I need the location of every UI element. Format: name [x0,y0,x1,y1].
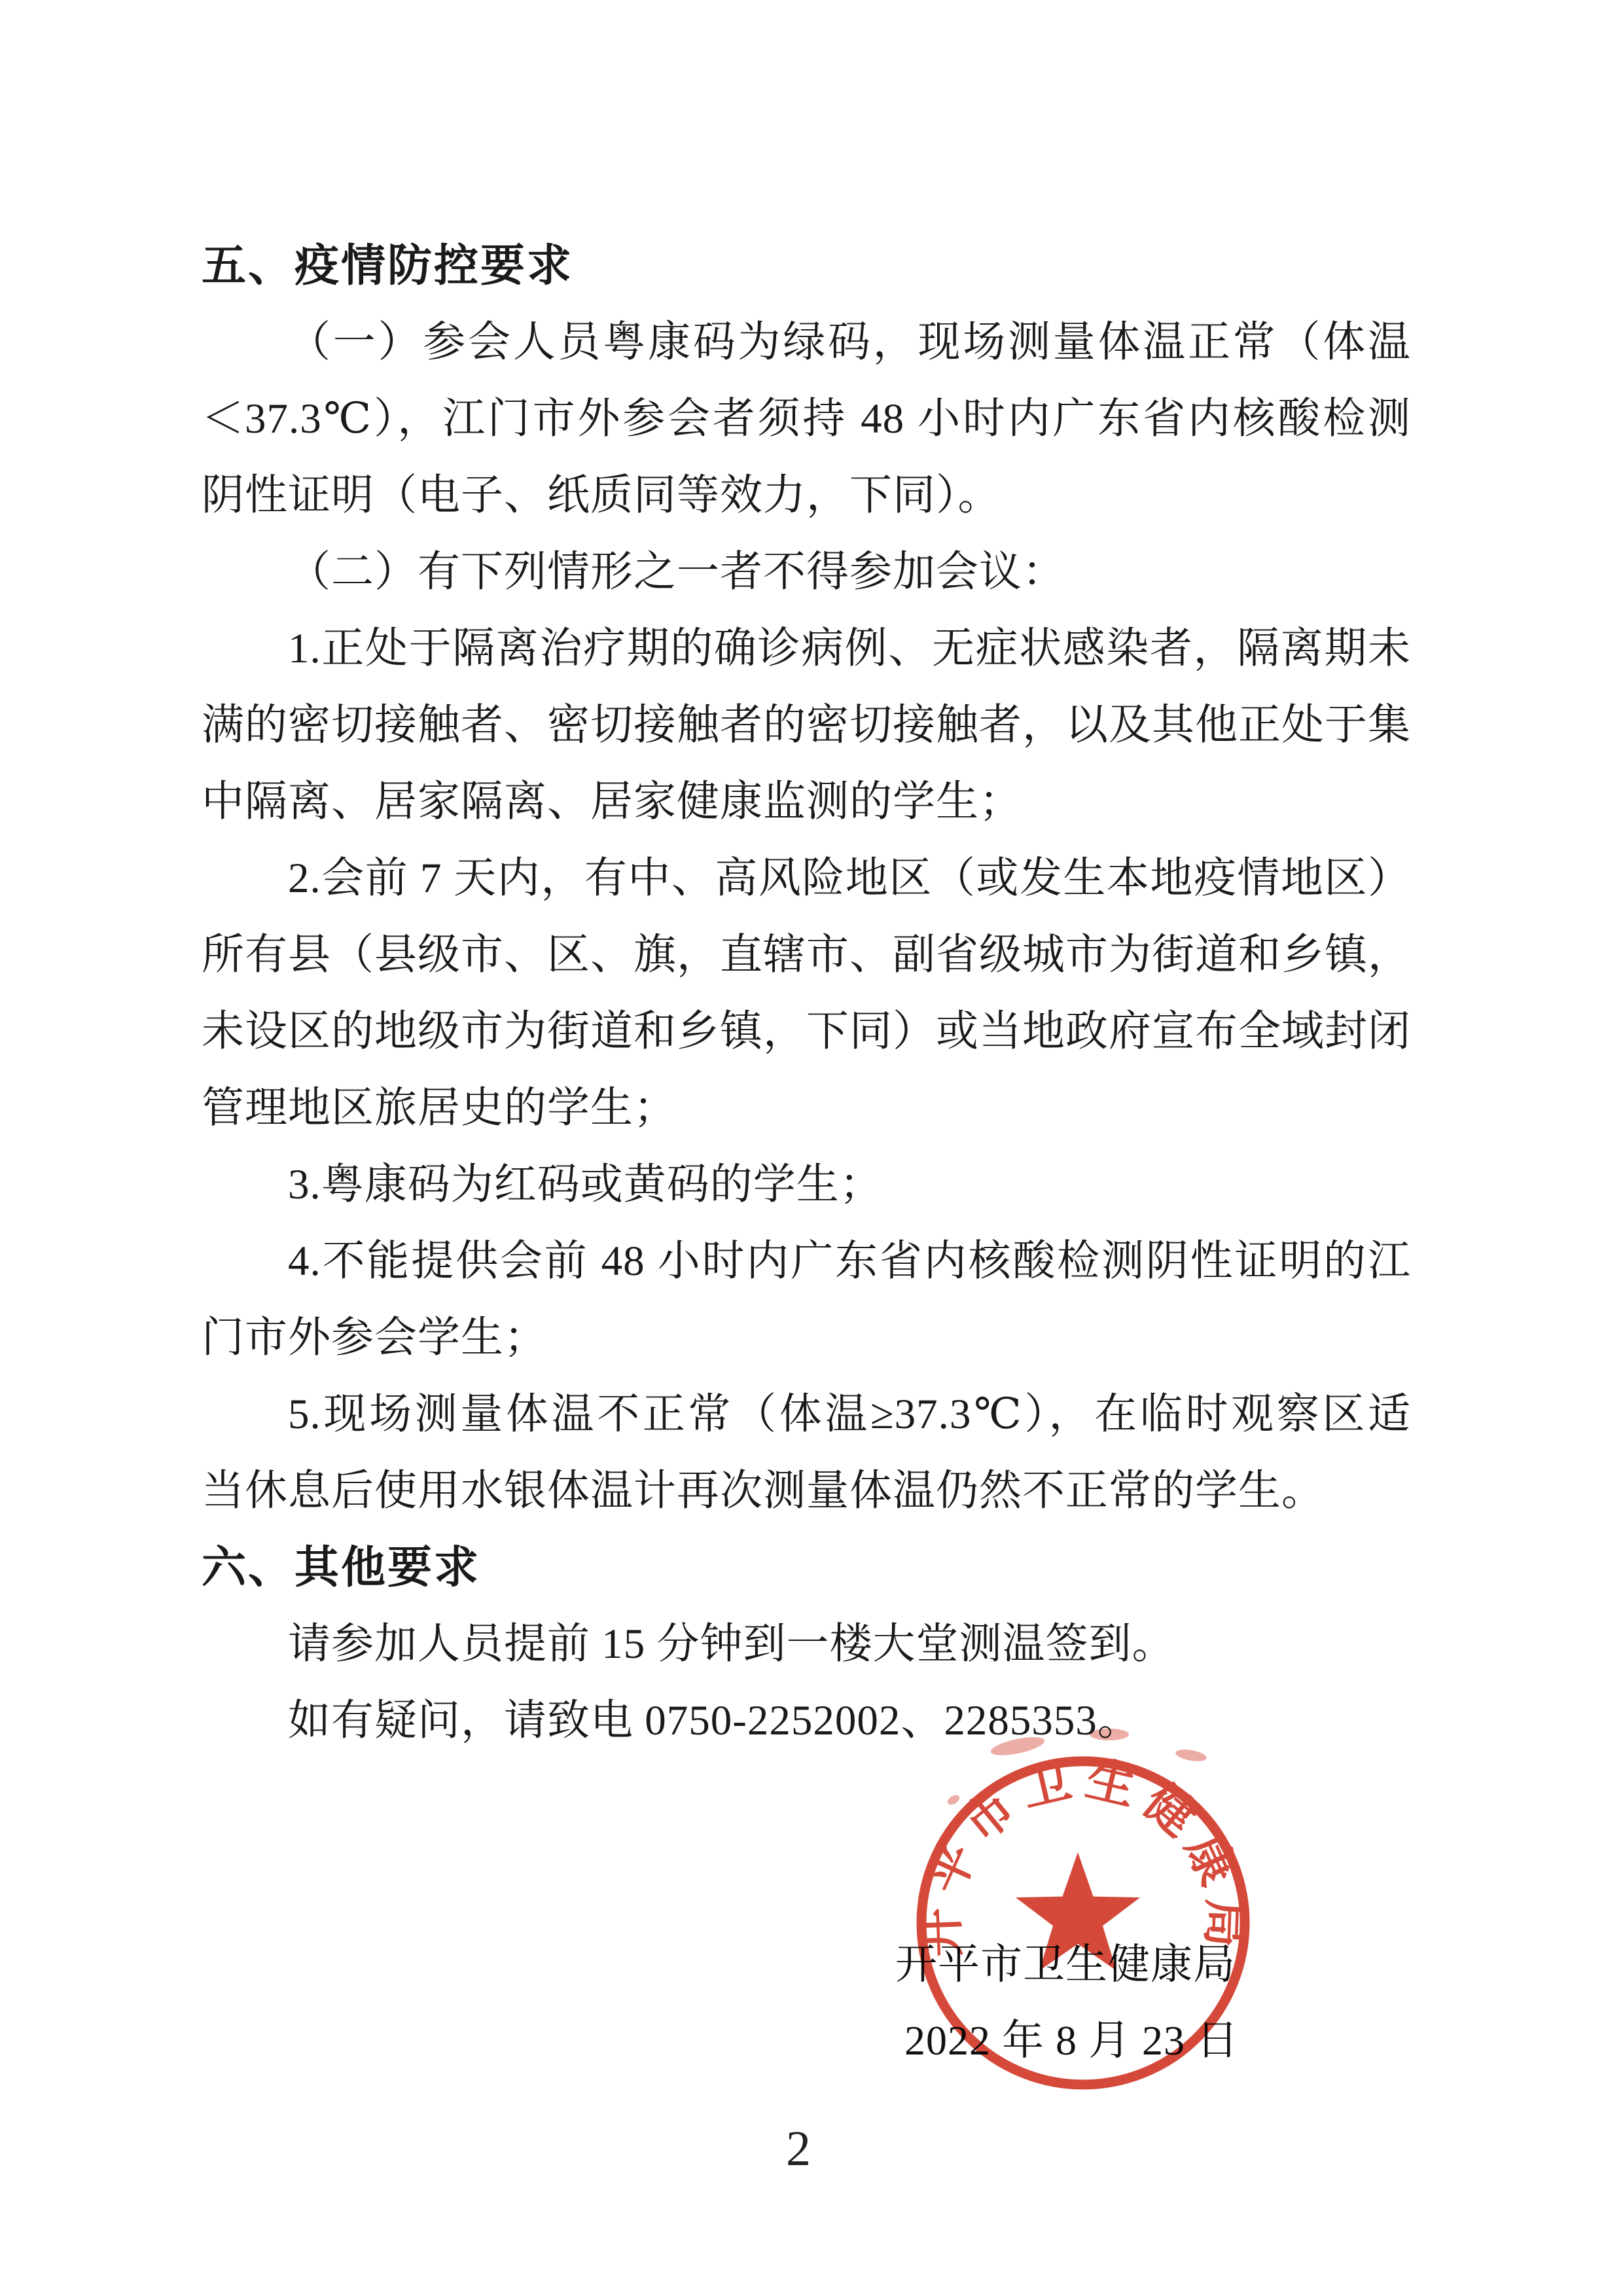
text-line: 4.不能提供会前 48 小时内广东省内核酸检测阴性证明的江 [288,1238,1411,1285]
text-line: 未设区的地级市为街道和乡镇，下同）或当地政府宣布全域封闭 [202,1008,1412,1055]
section-heading-5: 五、疫情防控要求 [202,241,574,291]
text-line: （一）参会人员粤康码为绿码，现场测量体温正常（体温 [288,319,1411,366]
text-line: 管理地区旅居史的学生； [202,1085,677,1132]
text-line: 1.正处于隔离治疗期的确诊病例、无症状感染者，隔离期未 [288,625,1411,672]
text-line: 请参加人员提前 15 分钟到一楼大堂测温签到。 [288,1621,1175,1668]
text-line: 满的密切接触者、密切接触者的密切接触者，以及其他正处于集 [202,702,1412,749]
text-line: ＜37.3℃），江门市外参会者须持 48 小时内广东省内核酸检测 [202,395,1411,442]
seal-star-icon [1016,1852,1140,1971]
text-line: 所有县（县级市、区、旗，直辖市、副省级城市为街道和乡镇， [202,931,1412,978]
signature-date: 2022 年 8 月 23 日 [904,2017,1239,2064]
section-heading-6: 六、其他要求 [202,1543,481,1592]
text-line: （二）有下列情形之一者不得参加会议： [288,548,1066,596]
text-line: 3.粤康码为红码或黄码的学生； [288,1161,883,1208]
seal-arc-text: 开平市卫生健康局 [914,1752,1253,1958]
text-line: 中隔离、居家隔离、居家健康监测的学生； [202,778,1023,825]
official-seal-stamp [913,1708,1279,2114]
text-line: 当休息后使用水银体温计再次测量体温仍然不正常的学生。 [202,1467,1325,1515]
text-line: 5.现场测量体温不正常（体温≥37.3℃），在临时观察区适 [288,1391,1411,1438]
page-number: 2 [786,2121,811,2176]
text-line: 阴性证明（电子、纸质同等效力，下同）。 [202,472,1001,519]
text-line: 如有疑问，请致电 0750-2252002、2285353。 [288,1697,1141,1744]
document-body [202,228,1411,1759]
text-line: 2.会前 7 天内，有中、高风险地区（或发生本地疫情地区） [288,855,1411,902]
signature-agency: 开平市卫生健康局 [895,1941,1236,1988]
text-line: 门市外参会学生； [202,1314,548,1361]
